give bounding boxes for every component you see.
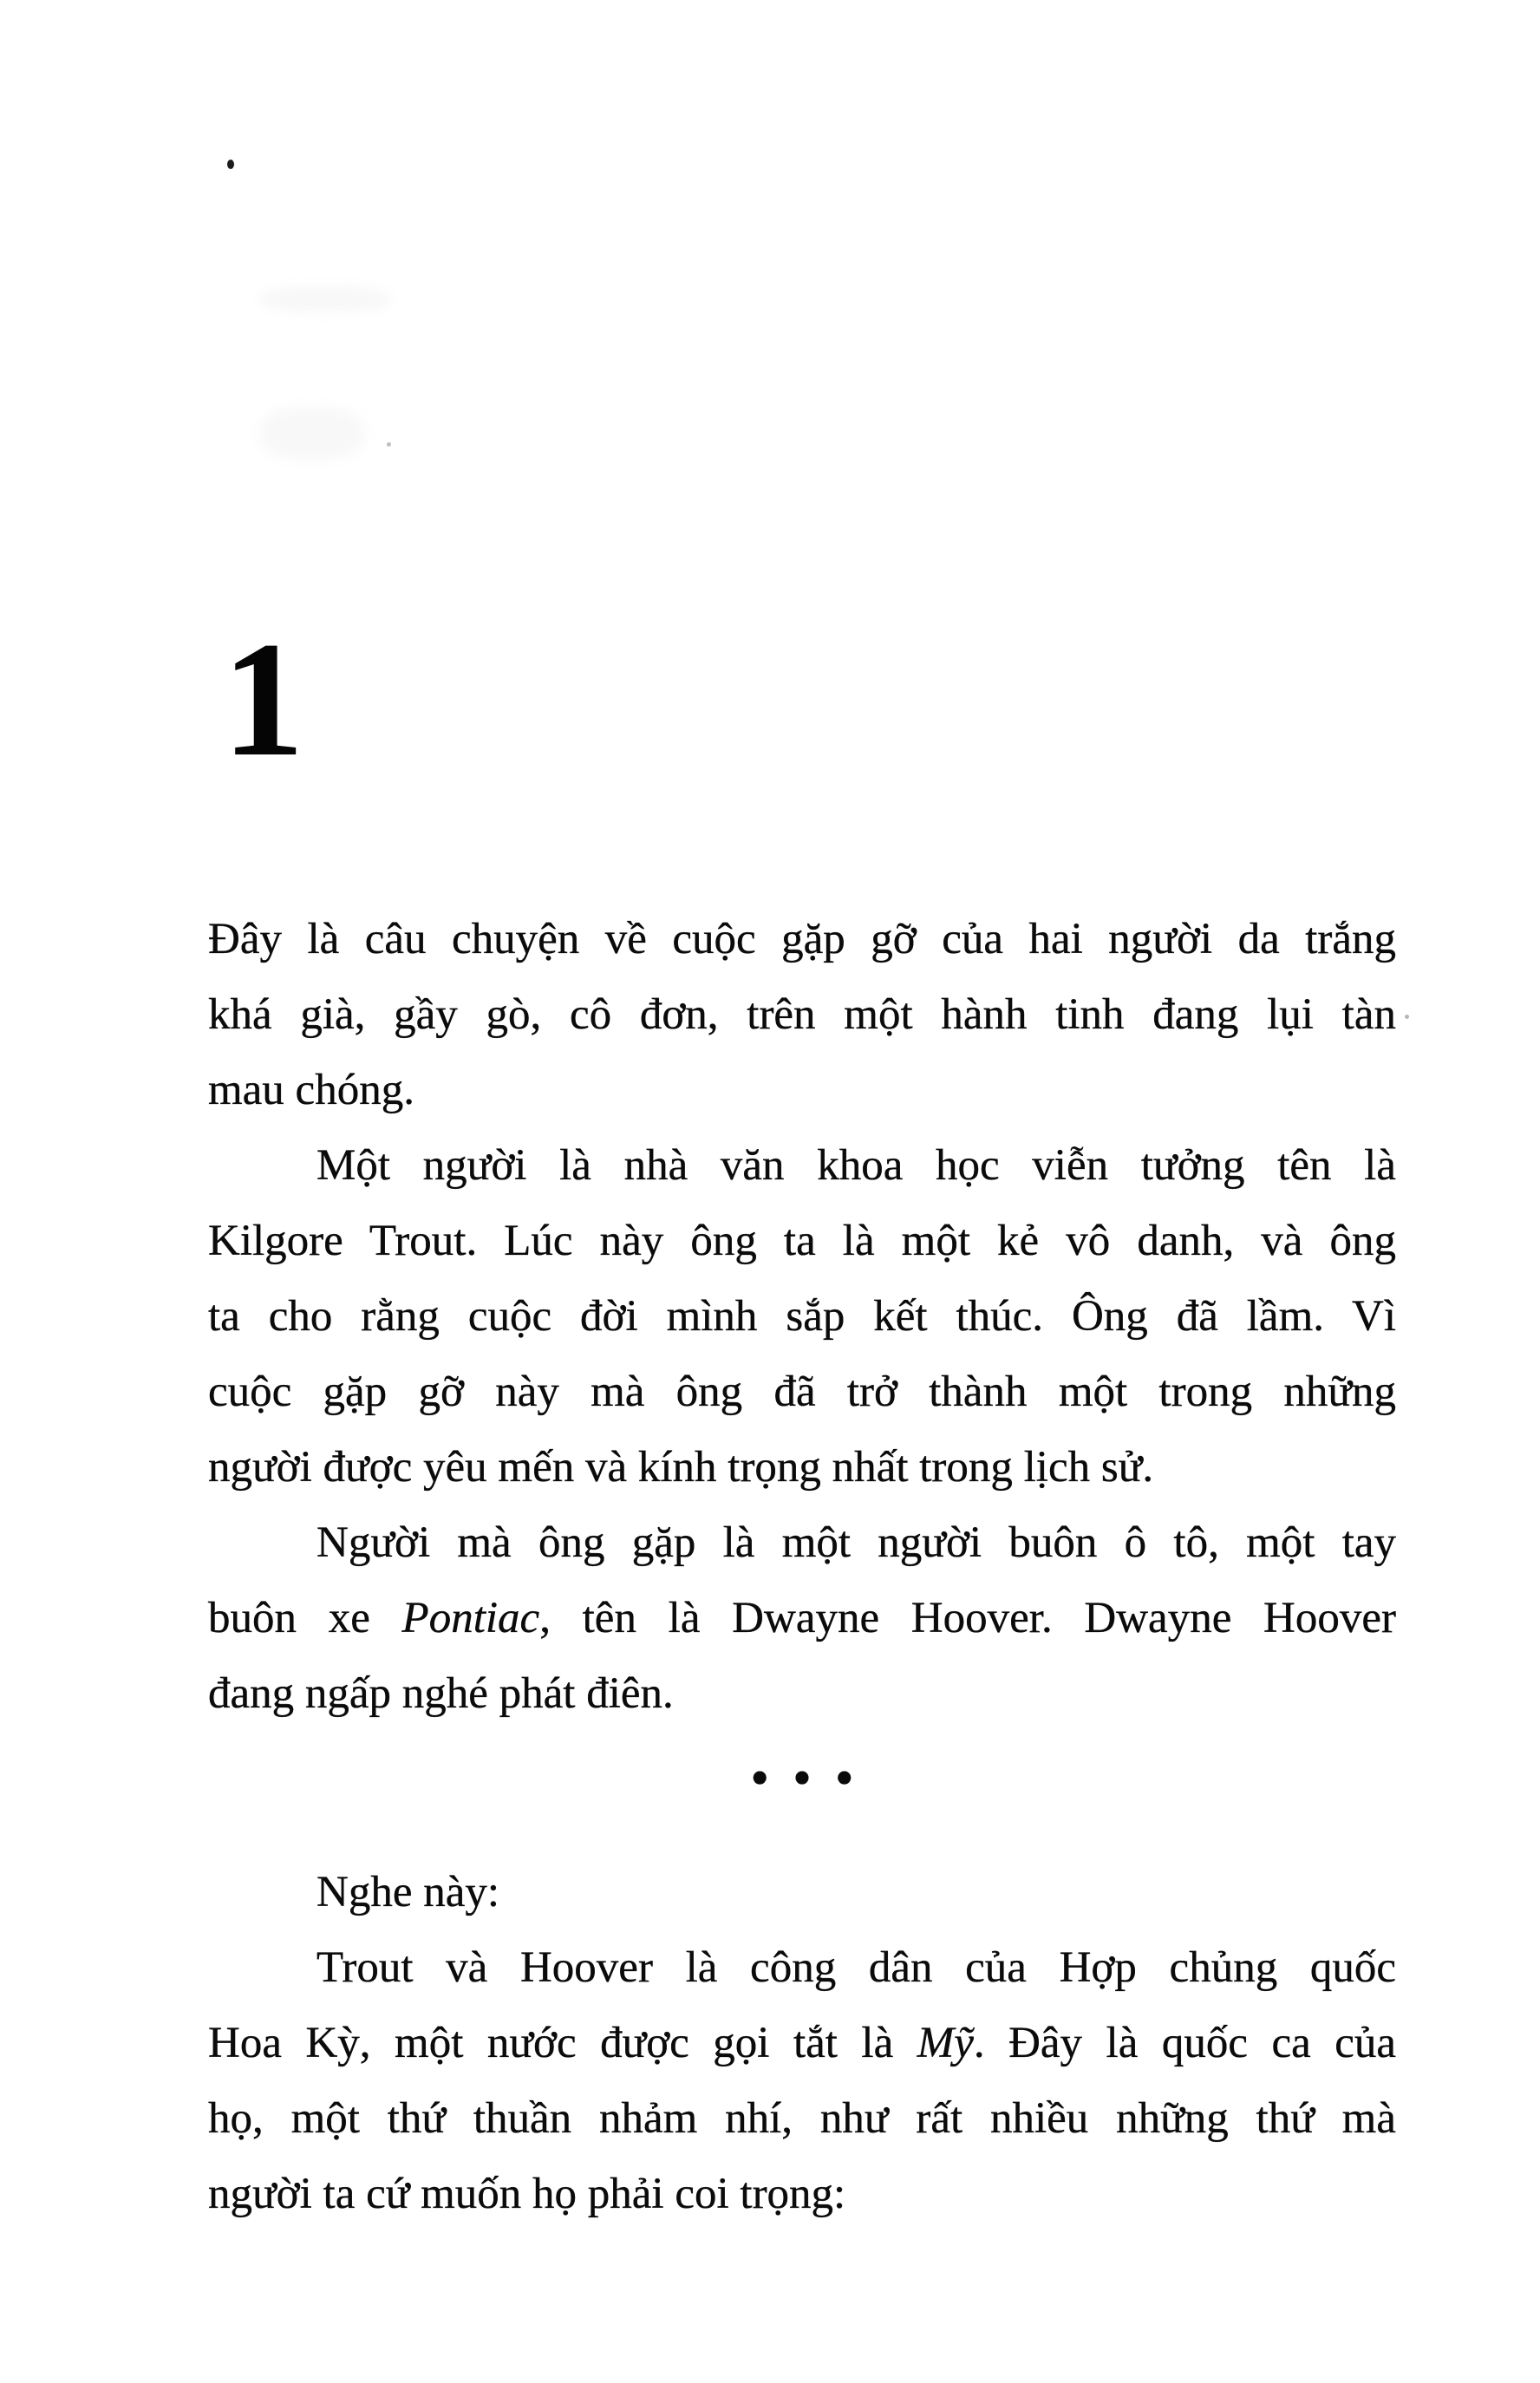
chapter-number: 1 — [222, 609, 304, 791]
text-segment: , tên là Dwayne Hoover. Dwayne Hoover — [539, 1594, 1396, 1642]
text-line — [208, 1581, 1396, 1656]
text-segment: . Đây là quốc ca của — [973, 2019, 1396, 2067]
italic-text: Mỹ — [917, 2019, 974, 2067]
text-segment: Trout và Hoover là công dân của Hợp chủng quốc — [316, 1943, 1396, 1992]
text-line — [208, 1930, 1396, 2006]
text-line — [208, 977, 1396, 1053]
text-segment: Hoa Kỳ, một nước được gọi tắt là — [208, 2019, 917, 2067]
scan-artifact-speck — [387, 442, 391, 447]
text-segment: họ, một thứ thuần nhảm nhí, như rất nhiều những thứ mà — [208, 2094, 1396, 2143]
text-line — [208, 902, 1396, 977]
text-segment: khá già, gầy gò, cô đơn, trên một hành tinh đang lụi tàn — [208, 990, 1396, 1039]
text-line — [208, 1355, 1396, 1430]
scan-artifact-smudge — [260, 286, 390, 312]
text-line — [208, 1128, 1396, 1204]
text-segment: mau chóng. — [208, 1066, 414, 1114]
text-line — [208, 1430, 1396, 1505]
text-segment: người được yêu mến và kính trọng nhất trong lịch sử. — [208, 1443, 1154, 1492]
text-segment: người ta cứ muốn họ phải coi trọng: — [208, 2170, 846, 2218]
text-line — [208, 1279, 1396, 1355]
separator-dot: • — [750, 1748, 770, 1808]
text-segment: ta cho rằng cuộc đời mình sắp kết thúc. Ông đã lầm. Vì — [208, 1292, 1396, 1341]
section-separator — [208, 1740, 1396, 1816]
text-block — [208, 902, 1396, 2232]
scan-artifact-speck — [227, 160, 234, 169]
text-segment: buôn xe — [208, 1594, 402, 1642]
scan-artifact-speck — [1405, 1015, 1409, 1019]
text-segment: Người mà ông gặp là một người buôn ô tô, một tay — [316, 1518, 1396, 1567]
text-line — [208, 1656, 1396, 1732]
text-line — [208, 1204, 1396, 1279]
text-line — [208, 1505, 1396, 1581]
italic-text: Pontiac — [401, 1594, 540, 1642]
separator-dot: • — [793, 1748, 812, 1808]
text-line — [208, 2157, 1396, 2232]
text-line — [208, 2081, 1396, 2157]
separator-dot: • — [834, 1748, 854, 1808]
text-segment: đang ngấp nghé phát điên. — [208, 1669, 674, 1718]
text-line — [208, 1855, 1396, 1930]
text-segment: cuộc gặp gỡ này mà ông đã trở thành một trong những — [208, 1368, 1396, 1416]
scan-artifact-smudge — [260, 408, 364, 460]
text-segment: Nghe này: — [316, 1868, 500, 1916]
text-line — [208, 2006, 1396, 2081]
text-segment: Kilgore Trout. Lúc này ông ta là một kẻ vô danh, và ông — [208, 1217, 1396, 1265]
text-segment: Đây là câu chuyện về cuộc gặp gỡ của hai người da trắng — [208, 915, 1396, 963]
text-segment: Một người là nhà văn khoa học viễn tưởng tên là — [316, 1141, 1396, 1190]
text-line — [208, 1053, 1396, 1128]
